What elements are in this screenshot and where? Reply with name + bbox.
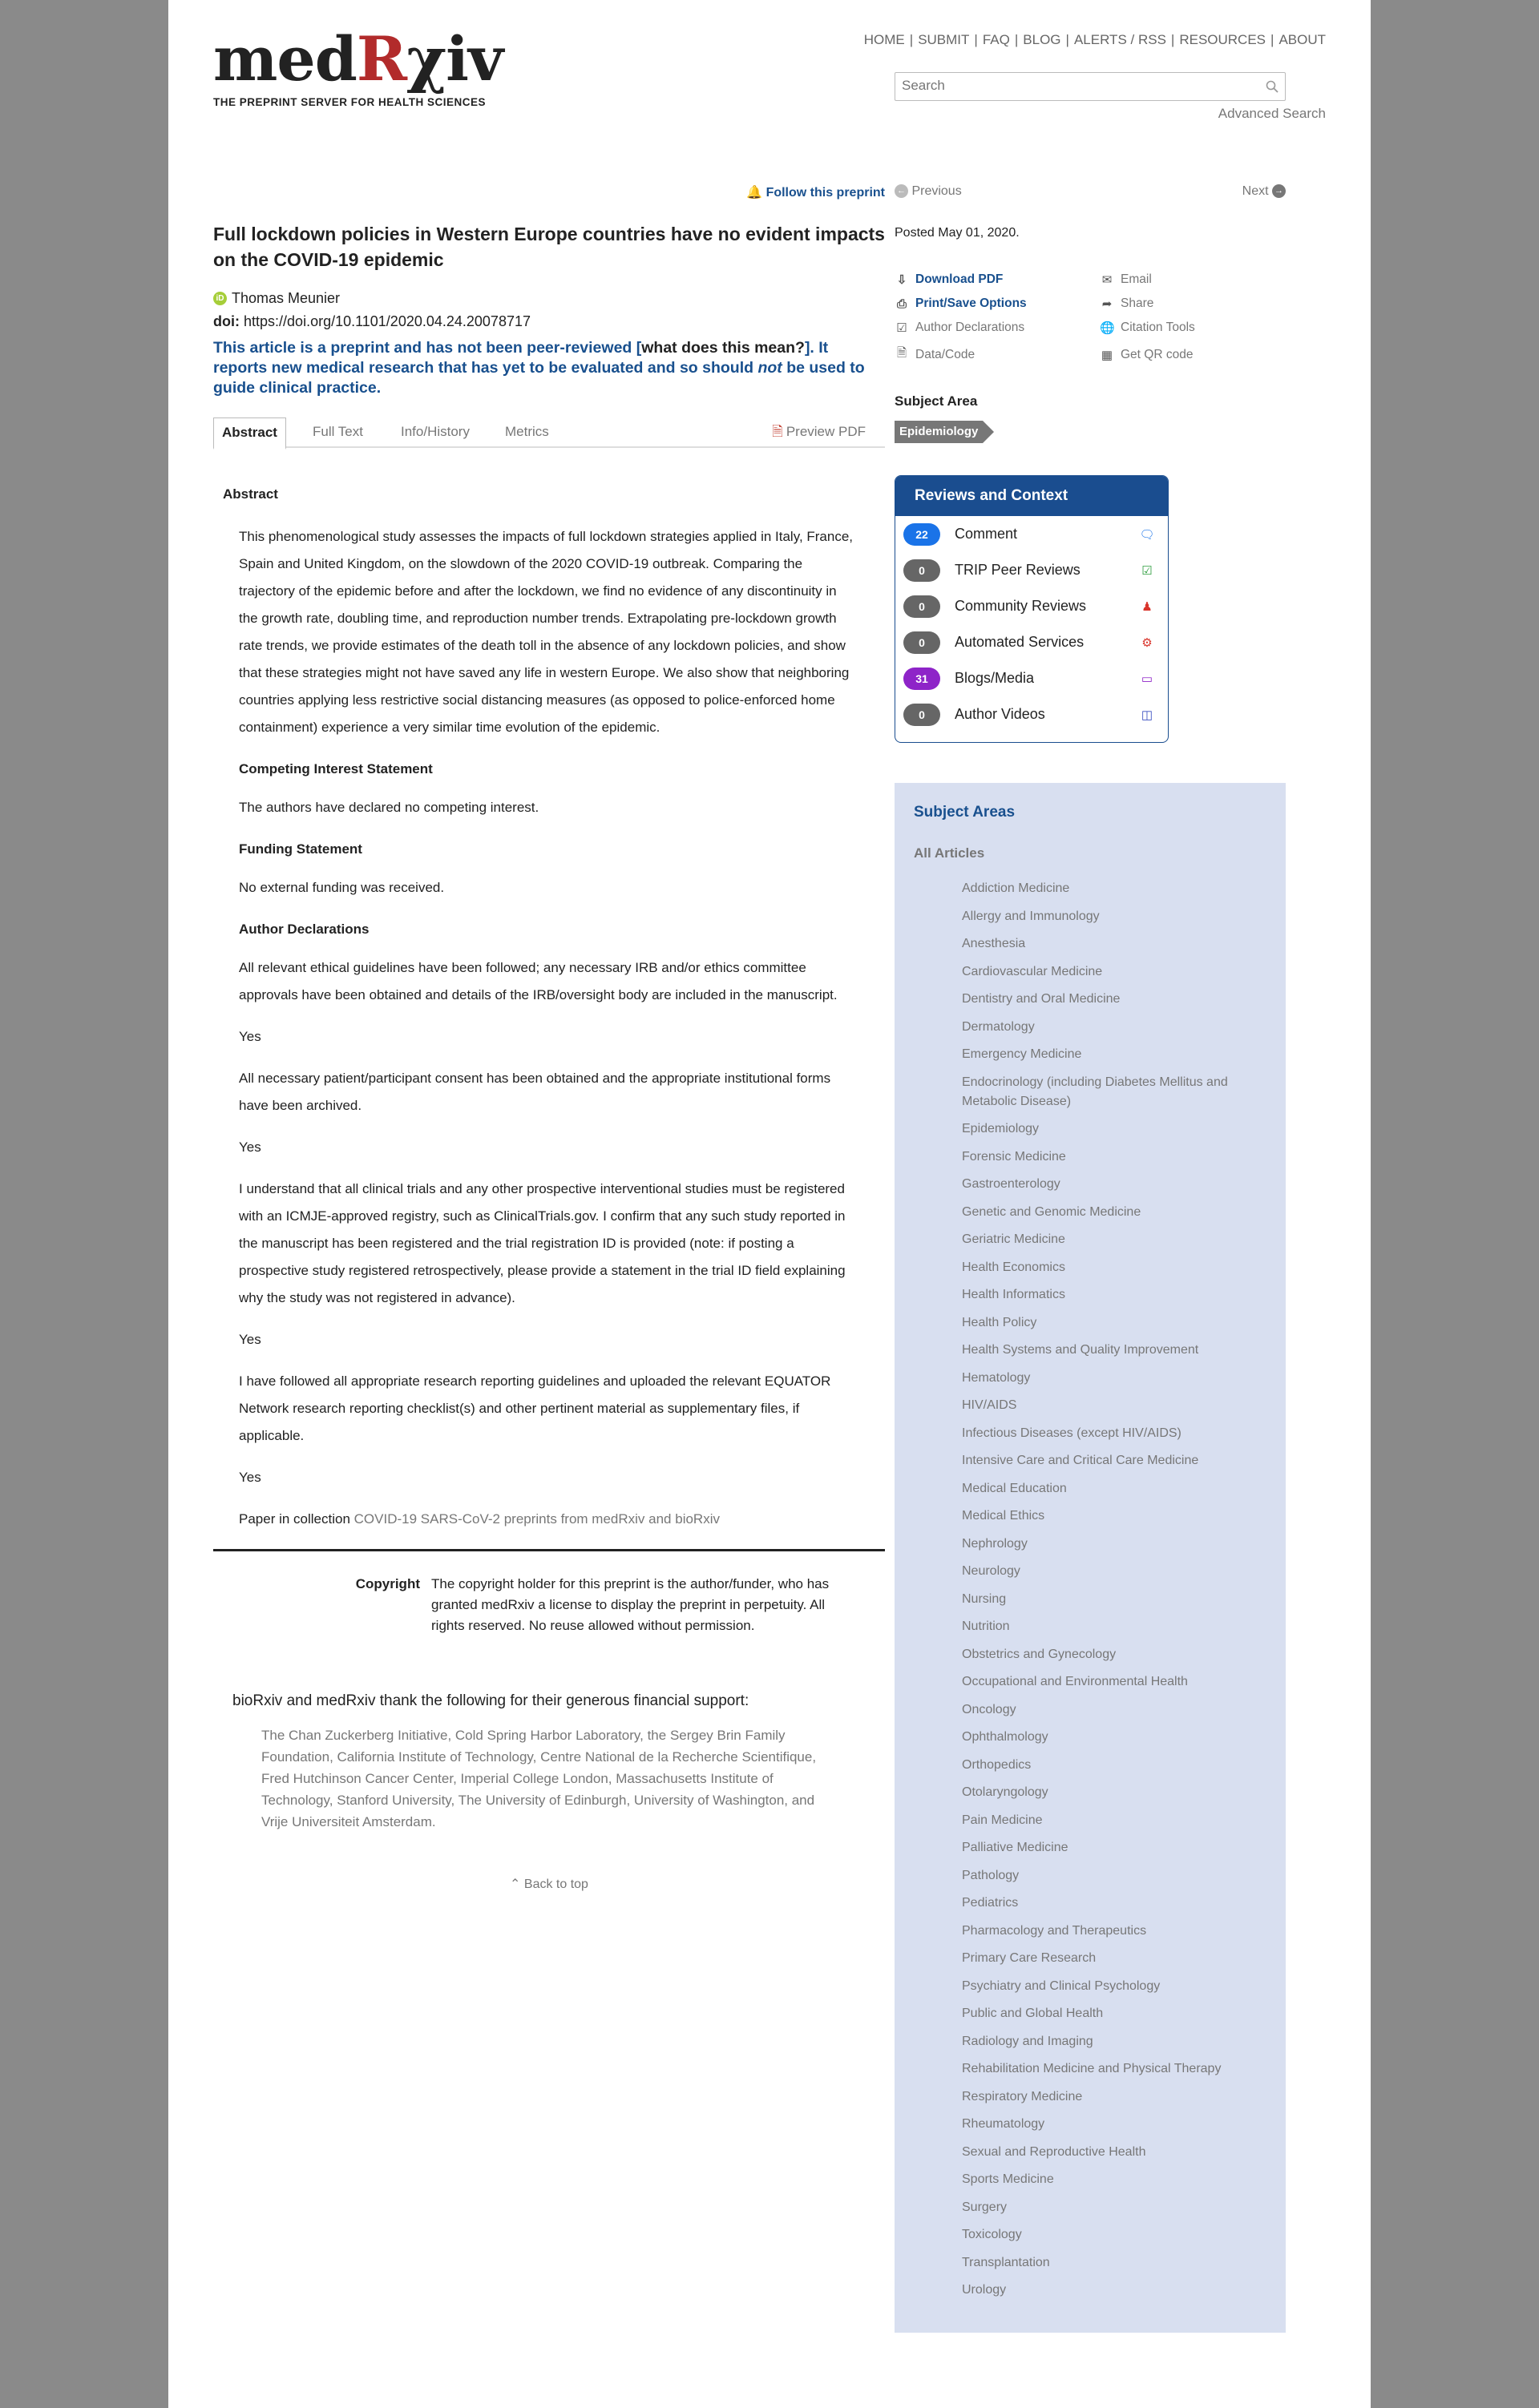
count-badge: 0: [903, 559, 940, 582]
back-to-top-link[interactable]: [213, 1876, 885, 1892]
subject-link[interactable]: Emergency Medicine: [962, 1047, 1082, 1061]
nav-faq[interactable]: FAQ: [982, 32, 1010, 47]
data-code-button[interactable]: 🗎 Data/Code: [895, 345, 1100, 365]
count-badge: 0: [903, 631, 940, 654]
author-name[interactable]: Thomas Meunier: [232, 290, 341, 306]
doi-label: doi:: [213, 313, 240, 329]
subject-link[interactable]: Nutrition: [962, 1619, 1010, 1633]
count-badge: 31: [903, 668, 940, 690]
review-label: Comment: [955, 526, 1018, 542]
subject-link[interactable]: Gastroenterology: [962, 1177, 1060, 1191]
review-item-trip[interactable]: [895, 552, 1168, 588]
site-logo[interactable]: [213, 23, 503, 108]
abstract-section: [213, 486, 885, 1533]
subject-link[interactable]: Transplantation: [962, 2255, 1050, 2269]
section-divider: [213, 1549, 885, 1551]
print-save-button[interactable]: ⎙ Print/Save Options: [895, 296, 1100, 311]
subject-link[interactable]: Health Systems and Quality Improvement: [962, 1343, 1199, 1357]
review-item-automated[interactable]: [895, 624, 1168, 660]
collection-label: Paper in collection: [239, 1511, 350, 1527]
bell-icon: 🔔: [746, 186, 763, 200]
reviews-heading: Reviews and Context: [895, 476, 1168, 516]
count-badge: 0: [903, 595, 940, 618]
review-item-comment[interactable]: [895, 516, 1168, 552]
subject-link[interactable]: Forensic Medicine: [962, 1149, 1066, 1164]
declaration-reporting: I have followed all appropriate research reporting guidelines and uploaded the relevant EQUATOR Network research reporting checklist(s) and other pertinent material as supplementary files, if applicable.: [239, 1373, 831, 1443]
orcid-icon[interactable]: iD: [213, 292, 227, 305]
checkbox-icon: ☑: [896, 321, 907, 335]
review-item-blogs[interactable]: [895, 660, 1168, 696]
subject-link[interactable]: Endocrinology (including Diabetes Mellitus and Metabolic Disease): [962, 1075, 1228, 1108]
declaration-answer: Yes: [239, 1332, 261, 1347]
review-label: Blogs/Media: [955, 670, 1035, 686]
collection-link[interactable]: COVID-19 SARS-CoV-2 preprints from medRxiv and bioRxiv: [353, 1511, 720, 1527]
cogs-icon: ⚙: [1141, 635, 1153, 650]
globe-icon: 🌐: [1100, 321, 1115, 335]
subject-link[interactable]: Pathology: [962, 1868, 1020, 1882]
what-does-this-mean-link[interactable]: what does this mean?: [641, 339, 805, 357]
subject-link[interactable]: Palliative Medicine: [962, 1841, 1068, 1854]
logo-tagline: THE PREPRINT SERVER FOR HEALTH SCIENCES: [213, 96, 487, 108]
subject-link[interactable]: Nursing: [962, 1591, 1007, 1606]
subject-link[interactable]: Addiction Medicine: [962, 881, 1070, 895]
declaration-answer: Yes: [239, 1470, 261, 1485]
funders-list: The Chan Zuckerberg Initiative, Cold Spring Harbor Laboratory, the Sergey Brin Family Foundation, California Institute of Technology, Centre National de la Recherche Scientifique, Fred Hutchinson Cancer Center, Imperial College London, Massachusetts Institute of Technology, Stanford University, The University of Edinburgh, University of Washington, and Vrije Universiteit Amsterdam.: [261, 1728, 817, 1829]
download-icon: ⇩: [896, 273, 907, 287]
review-label: Automated Services: [955, 634, 1085, 650]
subject-link[interactable]: Public and Global Health: [962, 2007, 1104, 2020]
doi-link[interactable]: https://doi.org/10.1101/2020.04.24.20078717: [244, 313, 531, 329]
subject-link[interactable]: Hematology: [962, 1370, 1031, 1385]
print-icon: ⎙: [896, 296, 907, 311]
abstract-text: This phenomenological study assesses the impacts of full lockdown strategies applied in Italy, France, Spain and United Kingdom, on the slowdown of the 2020 COVID-19 outbreak. Comparing the trajectory of the epidemic before and after the lockdown, we find no evidence of any discontinuity in the growth rate, doubling time, and reproduction number trends. Extrapolating pre-lockdown growth rate trends, we provide estimates of the death toll in the absence of any lockdown policies, and show that these strategies might not have saved any life in western Europe. We also show that neighboring countries applying less restrictive social distancing measures (as opposed to police-enforced home containment) experience a very similar time evolution of the epidemic.: [239, 529, 854, 735]
subject-link[interactable]: Neurology: [962, 1564, 1020, 1578]
preview-pdf-label: Preview PDF: [786, 424, 866, 439]
author-declarations-button[interactable]: ☑ Author Declarations: [895, 321, 1100, 335]
subject-link[interactable]: Occupational and Environmental Health: [962, 1675, 1188, 1688]
subject-link[interactable]: HIV/AIDS: [962, 1398, 1017, 1412]
previous-link[interactable]: [895, 184, 962, 199]
subject-link[interactable]: Toxicology: [962, 2228, 1022, 2241]
prev-next-nav: [895, 181, 1286, 205]
previous-label: Previous: [911, 184, 962, 198]
subject-link[interactable]: Cardiovascular Medicine: [962, 964, 1103, 978]
subject-link[interactable]: Urology: [962, 2283, 1007, 2297]
copyright-label: Copyright: [355, 1576, 420, 1591]
subject-link[interactable]: Health Informatics: [962, 1288, 1065, 1301]
nav-home[interactable]: HOME: [863, 32, 905, 47]
share-button[interactable]: ➦ Share: [1100, 296, 1286, 311]
tab-abstract[interactable]: Abstract: [213, 417, 286, 450]
nav-submit[interactable]: SUBMIT: [918, 32, 970, 47]
subject-link[interactable]: Psychiatry and Clinical Psychology: [962, 1978, 1161, 1993]
search-icon[interactable]: [1266, 80, 1278, 93]
nav-resources[interactable]: RESOURCES: [1179, 32, 1266, 47]
follow-label: Follow this preprint: [765, 186, 885, 200]
back-to-top-label: Back to top: [523, 1878, 588, 1891]
author-declarations-heading: Author Declarations: [239, 922, 370, 937]
subject-tag[interactable]: Epidemiology: [895, 421, 983, 443]
nav-about[interactable]: ABOUT: [1278, 32, 1326, 47]
subject-link[interactable]: Epidemiology: [962, 1122, 1040, 1135]
subject-area-heading: Subject Area: [895, 393, 978, 409]
subject-link[interactable]: Rheumatology: [962, 2117, 1045, 2131]
doi-line: [213, 313, 885, 330]
subject-link[interactable]: Sexual and Reproductive Health: [962, 2144, 1146, 2159]
review-label: Author Videos: [955, 706, 1045, 722]
subject-link[interactable]: Infectious Diseases (except HIV/AIDS): [962, 1426, 1182, 1440]
advanced-search-link[interactable]: Advanced Search: [1218, 106, 1326, 121]
file-icon: 🗎: [896, 346, 907, 360]
abstract-body: [223, 523, 856, 1533]
article-title: Full lockdown policies in Western Europe countries have no evident impacts on the COVID-19 epidemic: [213, 224, 885, 270]
envelope-icon: ✉: [1101, 273, 1113, 287]
logo-wordmark: medRχiv: [213, 23, 503, 95]
subject-link[interactable]: Respiratory Medicine: [962, 2089, 1083, 2103]
speech-bubble-icon: 🗨: [1139, 527, 1155, 542]
pdf-file-icon: 🗎: [772, 424, 783, 439]
nav-blog[interactable]: BLOG: [1023, 32, 1061, 47]
search-box: [895, 72, 1286, 101]
download-pdf-button[interactable]: ⇩ Download PDF: [895, 272, 1100, 287]
review-item-videos[interactable]: [895, 696, 1168, 732]
subject-link[interactable]: Dermatology: [962, 1019, 1035, 1034]
qr-code-button[interactable]: ▦ Get QR code: [1101, 347, 1194, 362]
subject-link[interactable]: Anesthesia: [962, 937, 1026, 950]
page: [168, 0, 1371, 2408]
subject-link[interactable]: Dentistry and Oral Medicine: [962, 992, 1121, 1006]
subject-link[interactable]: Ophthalmology: [962, 1730, 1048, 1744]
funders-block: [213, 1692, 885, 1833]
subject-link[interactable]: Pediatrics: [962, 1896, 1019, 1910]
subject-link[interactable]: Allergy and Immunology: [962, 909, 1100, 923]
competing-interest-heading: Competing Interest Statement: [239, 761, 433, 776]
subject-list: [914, 879, 1286, 2300]
monitor-icon: ▭: [1141, 672, 1153, 686]
abstract-heading: Abstract: [223, 486, 278, 502]
reviews-context-panel: [895, 475, 1169, 743]
paper-collection: [239, 1506, 856, 1533]
tab-full-text[interactable]: Full Text: [313, 424, 363, 439]
declaration-consent: All necessary patient/participant consent has been obtained and the appropriate institutional forms have been archived.: [239, 1071, 831, 1113]
article-actions: [895, 272, 1286, 365]
check-square-icon: ☑: [1141, 563, 1153, 578]
subject-link[interactable]: Rehabilitation Medicine and Physical Therapy: [962, 2062, 1222, 2075]
funders-heading: bioRxiv and medRxiv thank the following for their generous financial support:: [232, 1692, 749, 1709]
competing-interest-text: The authors have declared no competing interest.: [239, 800, 539, 815]
count-badge: 0: [903, 704, 940, 726]
subject-areas-heading: Subject Areas: [914, 804, 1016, 821]
all-articles-link[interactable]: All Articles: [914, 845, 985, 861]
subject-link[interactable]: Geriatric Medicine: [962, 1232, 1065, 1246]
declaration-ethics: All relevant ethical guidelines have been followed; any necessary IRB and/or ethics committee approvals have been obtained and details of the IRB/oversight body are included in the manuscript.: [239, 960, 838, 1002]
posted-date: Posted May 01, 2020.: [895, 226, 1020, 240]
next-label: Next: [1242, 184, 1269, 198]
subject-link[interactable]: Radiology and Imaging: [962, 2034, 1093, 2048]
copyright-text: The copyright holder for this preprint is the author/funder, who has granted medRxiv a license to display the preprint in perpetuity. All rights reserved. No reuse allowed without permission.: [431, 1576, 830, 1633]
film-icon: ◫: [1141, 708, 1153, 722]
search-input[interactable]: [902, 73, 1254, 99]
subject-link[interactable]: Health Policy: [962, 1315, 1037, 1329]
subject-link[interactable]: Health Economics: [962, 1260, 1065, 1274]
subject-link[interactable]: Oncology: [962, 1702, 1016, 1716]
declaration-answer: Yes: [239, 1029, 261, 1044]
sidebar: [895, 181, 1286, 2333]
subject-link[interactable]: Genetic and Genomic Medicine: [962, 1204, 1141, 1219]
funding-heading: Funding Statement: [239, 841, 362, 857]
preview-pdf-tab[interactable]: [764, 417, 874, 448]
subject-link[interactable]: Orthopedics: [962, 1757, 1032, 1772]
top-nav: HOME | SUBMIT | FAQ | BLOG | ALERTS / RSS | RESOURCES | ABOUT: [863, 32, 1326, 47]
qr-code-icon: ▦: [1101, 348, 1113, 362]
arrow-left-icon: ←: [895, 184, 908, 198]
count-badge: 22: [903, 523, 940, 546]
subject-link[interactable]: Sports Medicine: [962, 2172, 1054, 2186]
author-line: [213, 290, 885, 307]
preprint-warning: This article is a preprint and has not been peer-reviewed [what does this mean?]. It reports new medical research that has yet to be evaluated and so should not be used to guide clinical practice.: [213, 339, 865, 397]
subject-link[interactable]: Pain Medicine: [962, 1813, 1043, 1827]
subject-link[interactable]: Medical Ethics: [962, 1509, 1045, 1523]
declaration-trials: I understand that all clinical trials and any other prospective interventional studies must be registered with an ICMJE-approved registry, such as ClinicalTrials.gov. I confirm that any such study reported in the manuscript has been registered and the trial registration ID is provided (note: if posting a prospective study registered retrospectively, please provide a statement in the trial ID field explaining why the study was not registered in advance).: [239, 1181, 846, 1305]
follow-preprint-link[interactable]: [746, 184, 885, 200]
tab-info-history[interactable]: Info/History: [401, 424, 470, 439]
article-tabs: [213, 417, 885, 448]
subject-link[interactable]: Nephrology: [962, 1536, 1028, 1551]
funding-text: No external funding was received.: [239, 880, 445, 895]
subject-link[interactable]: Pharmacology and Therapeutics: [962, 1923, 1147, 1938]
users-icon: ♟: [1141, 599, 1153, 614]
article-column: [213, 181, 885, 1892]
subject-link[interactable]: Intensive Care and Critical Care Medicine: [962, 1454, 1199, 1467]
nav-alerts-rss[interactable]: ALERTS / RSS: [1073, 32, 1166, 47]
next-link[interactable]: [1242, 184, 1286, 199]
email-button[interactable]: ✉ Email: [1100, 272, 1286, 287]
subject-link[interactable]: Primary Care Research: [962, 1951, 1097, 1965]
subject-link[interactable]: Otolaryngology: [962, 1785, 1048, 1799]
review-item-community[interactable]: [895, 588, 1168, 624]
subject-link[interactable]: Medical Education: [962, 1481, 1067, 1495]
subject-areas-panel: [895, 783, 1286, 2333]
subject-link[interactable]: Obstetrics and Gynecology: [962, 1647, 1117, 1661]
copyright-block: [213, 1574, 885, 1636]
arrow-right-icon: →: [1272, 184, 1286, 198]
review-label: TRIP Peer Reviews: [955, 562, 1081, 578]
chevron-up-icon: ⌃: [510, 1878, 521, 1891]
declaration-answer: Yes: [239, 1139, 261, 1155]
share-icon: ➦: [1101, 297, 1113, 311]
review-label: Community Reviews: [955, 598, 1087, 614]
citation-tools-button[interactable]: 🌐 Citation Tools: [1100, 321, 1195, 335]
tab-metrics[interactable]: Metrics: [505, 424, 549, 439]
subject-link[interactable]: Surgery: [962, 2200, 1008, 2214]
